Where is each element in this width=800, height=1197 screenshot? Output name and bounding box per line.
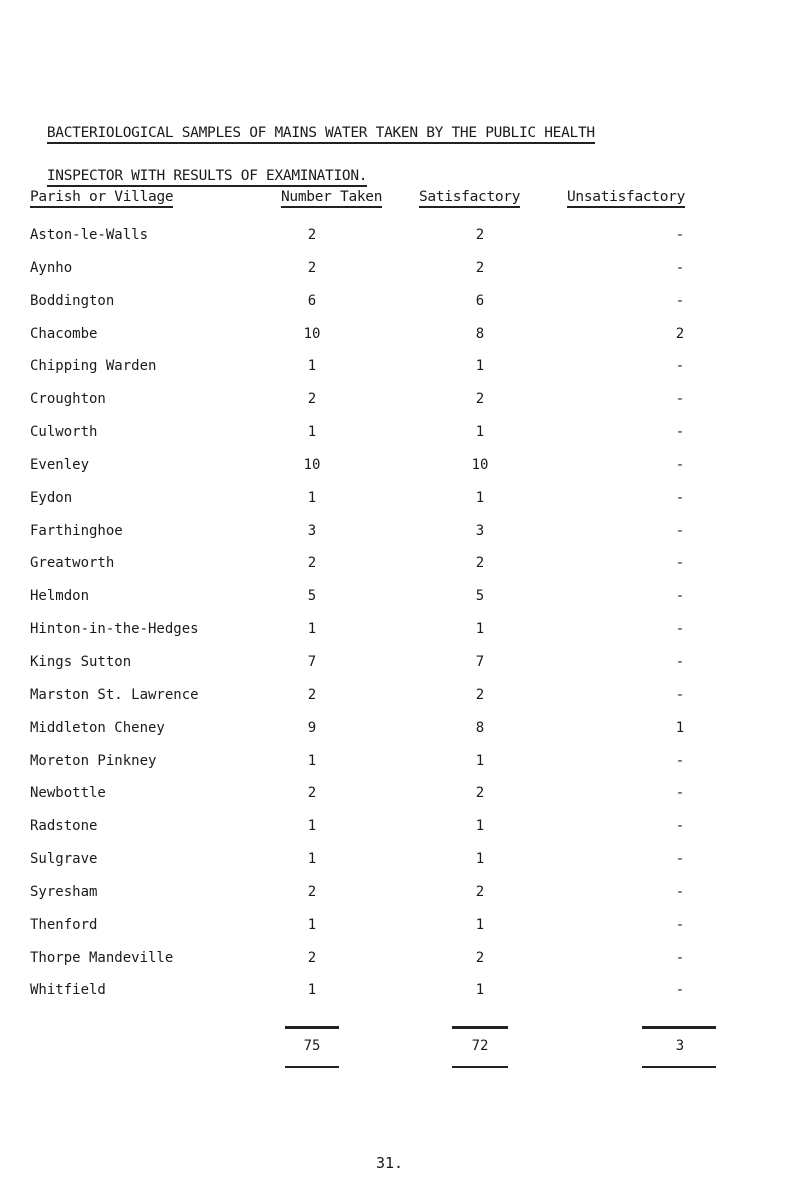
table-row — [0, 685, 800, 718]
unsatisfactory-count: - — [675, 424, 685, 441]
table-row — [0, 553, 800, 586]
total-rule-top-satisfactory — [452, 1026, 508, 1029]
satisfactory-count: 8 — [475, 719, 485, 736]
parish-name: Thenford — [30, 916, 98, 933]
parish-name: Newbottle — [30, 785, 106, 802]
table-row — [0, 356, 800, 389]
number-taken: 1 — [307, 489, 317, 506]
parish-name: Farthinghoe — [30, 522, 123, 539]
number-taken: 2 — [307, 391, 317, 408]
unsatisfactory-count: - — [675, 785, 685, 802]
number-taken: 2 — [307, 686, 317, 703]
satisfactory-count: 10 — [471, 456, 489, 473]
unsatisfactory-count: - — [675, 522, 685, 539]
table-row — [0, 521, 800, 554]
total-unsatisfactory: 3 — [675, 1038, 685, 1054]
parish-name: Boddington — [30, 292, 115, 309]
satisfactory-count: 2 — [475, 259, 485, 276]
number-taken: 1 — [307, 424, 317, 441]
parish-name: Moreton Pinkney — [30, 752, 157, 769]
document-title — [30, 103, 750, 187]
unsatisfactory-count: - — [675, 686, 685, 703]
satisfactory-count: 1 — [475, 818, 485, 835]
number-taken: 2 — [307, 555, 317, 572]
satisfactory-count: 2 — [475, 555, 485, 572]
unsatisfactory-count: - — [675, 456, 685, 473]
table-row — [0, 652, 800, 685]
unsatisfactory-count: - — [675, 391, 685, 408]
number-taken: 5 — [307, 588, 317, 605]
satisfactory-count: 1 — [475, 489, 485, 506]
unsatisfactory-count: - — [675, 982, 685, 999]
table-body — [0, 225, 800, 1013]
table-row — [0, 488, 800, 521]
number-taken: 1 — [307, 752, 317, 769]
parish-name: Croughton — [30, 391, 106, 408]
number-taken: 1 — [307, 358, 317, 375]
table-row — [0, 718, 800, 751]
table-row — [0, 389, 800, 422]
header-unsatisfactory: Unsatisfactory — [567, 189, 685, 208]
parish-name: Culworth — [30, 424, 98, 441]
table-row — [0, 455, 800, 488]
title-line-2: INSPECTOR WITH RESULTS OF EXAMINATION. — [47, 167, 367, 187]
satisfactory-count: 1 — [475, 621, 485, 638]
table-row — [0, 915, 800, 948]
number-taken: 1 — [307, 621, 317, 638]
satisfactory-count: 1 — [475, 851, 485, 868]
unsatisfactory-count: - — [675, 621, 685, 638]
parish-name: Chipping Warden — [30, 358, 157, 375]
unsatisfactory-count: - — [675, 358, 685, 375]
table-row — [0, 980, 800, 1013]
unsatisfactory-count: - — [675, 818, 685, 835]
satisfactory-count: 1 — [475, 916, 485, 933]
totals-row — [0, 1038, 800, 1060]
satisfactory-count: 2 — [475, 227, 485, 243]
satisfactory-count: 2 — [475, 686, 485, 703]
parish-name: Greatworth — [30, 555, 115, 572]
parish-name: Aston-le-Walls — [30, 227, 149, 243]
satisfactory-count: 2 — [475, 949, 485, 966]
table-row — [0, 849, 800, 882]
unsatisfactory-count: - — [675, 851, 685, 868]
parish-name: Middleton Cheney — [30, 719, 165, 736]
parish-name: Syresham — [30, 883, 98, 900]
number-taken: 2 — [307, 227, 317, 243]
table-row — [0, 882, 800, 915]
number-taken: 1 — [307, 851, 317, 868]
table-row — [0, 225, 800, 258]
table-row — [0, 783, 800, 816]
number-taken: 2 — [307, 785, 317, 802]
unsatisfactory-count: - — [675, 752, 685, 769]
unsatisfactory-count: - — [675, 489, 685, 506]
satisfactory-count: 1 — [475, 752, 485, 769]
table-row — [0, 586, 800, 619]
unsatisfactory-count: - — [675, 259, 685, 276]
parish-name: Chacombe — [30, 325, 98, 342]
header-parish: Parish or Village — [30, 189, 173, 208]
number-taken: 6 — [307, 292, 317, 309]
parish-name: Eydon — [30, 489, 73, 506]
table-header — [0, 189, 800, 209]
number-taken: 1 — [307, 982, 317, 999]
table-row — [0, 751, 800, 784]
number-taken: 7 — [307, 653, 317, 670]
table-row — [0, 324, 800, 357]
total-rule-bottom-unsatisfactory — [642, 1066, 716, 1068]
number-taken: 2 — [307, 259, 317, 276]
total-rule-top-unsatisfactory — [642, 1026, 716, 1029]
table-row — [0, 816, 800, 849]
header-number-taken: Number Taken — [281, 189, 382, 208]
parish-name: Whitfield — [30, 982, 106, 999]
page-number: 31. — [376, 1154, 404, 1172]
parish-name: Hinton-in-the-Hedges — [30, 621, 199, 638]
number-taken: 2 — [307, 883, 317, 900]
number-taken: 2 — [307, 949, 317, 966]
title-line-1: BACTERIOLOGICAL SAMPLES OF MAINS WATER TAKEN BY THE PUBLIC HEALTH — [47, 124, 595, 144]
unsatisfactory-count: - — [675, 653, 685, 670]
parish-name: Helmdon — [30, 588, 90, 605]
header-satisfactory: Satisfactory — [419, 189, 520, 208]
number-taken: 1 — [307, 916, 317, 933]
number-taken: 10 — [303, 456, 321, 473]
unsatisfactory-count: 1 — [675, 719, 685, 736]
satisfactory-count: 8 — [475, 325, 485, 342]
satisfactory-count: 3 — [475, 522, 485, 539]
parish-name: Marston St. Lawrence — [30, 686, 199, 703]
unsatisfactory-count: - — [675, 555, 685, 572]
table-row — [0, 422, 800, 455]
number-taken: 10 — [303, 325, 321, 342]
satisfactory-count: 2 — [475, 391, 485, 408]
number-taken: 9 — [307, 719, 317, 736]
satisfactory-count: 2 — [475, 785, 485, 802]
unsatisfactory-count: - — [675, 916, 685, 933]
unsatisfactory-count: - — [675, 588, 685, 605]
parish-name: Evenley — [30, 456, 90, 473]
total-rule-top-number — [285, 1026, 339, 1029]
satisfactory-count: 1 — [475, 982, 485, 999]
table-row — [0, 948, 800, 981]
unsatisfactory-count: - — [675, 949, 685, 966]
parish-name: Kings Sutton — [30, 653, 132, 670]
satisfactory-count: 1 — [475, 424, 485, 441]
parish-name: Thorpe Mandeville — [30, 949, 174, 966]
satisfactory-count: 5 — [475, 588, 485, 605]
total-number-taken: 75 — [303, 1038, 321, 1054]
table-row — [0, 619, 800, 652]
unsatisfactory-count: - — [675, 227, 685, 243]
table-row — [0, 291, 800, 324]
total-rule-bottom-satisfactory — [452, 1066, 508, 1068]
unsatisfactory-count: - — [675, 292, 685, 309]
number-taken: 1 — [307, 818, 317, 835]
satisfactory-count: 6 — [475, 292, 485, 309]
parish-name: Aynho — [30, 259, 73, 276]
total-satisfactory: 72 — [471, 1038, 489, 1054]
unsatisfactory-count: - — [675, 883, 685, 900]
satisfactory-count: 7 — [475, 653, 485, 670]
total-rule-bottom-number — [285, 1066, 339, 1068]
unsatisfactory-count: 2 — [675, 325, 685, 342]
parish-name: Radstone — [30, 818, 98, 835]
satisfactory-count: 2 — [475, 883, 485, 900]
number-taken: 3 — [307, 522, 317, 539]
parish-name: Sulgrave — [30, 851, 98, 868]
satisfactory-count: 1 — [475, 358, 485, 375]
table-row — [0, 258, 800, 291]
